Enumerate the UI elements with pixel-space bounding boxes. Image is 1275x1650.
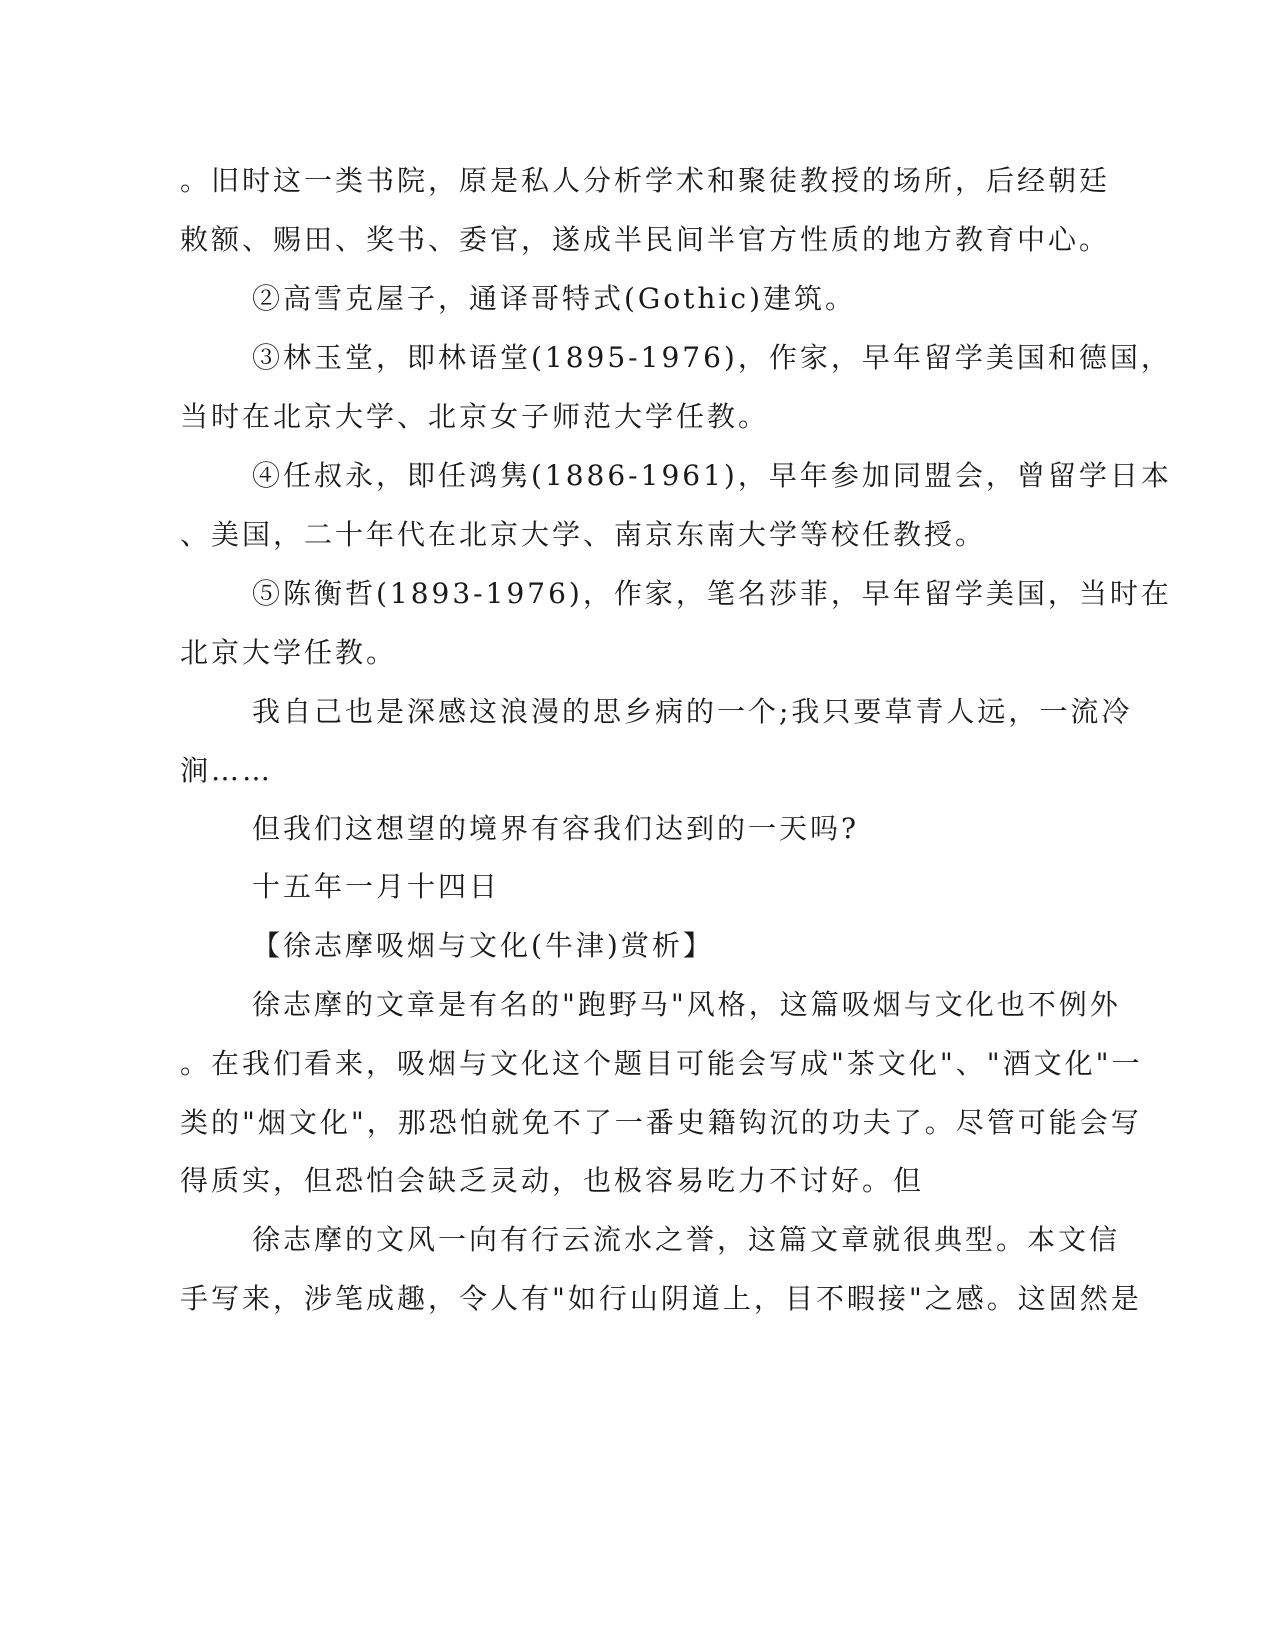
text-line: 北京大学任教。	[180, 636, 398, 669]
footnote-3: ③林玉堂，即林语堂(1895-1976)，作家，早年留学美国和德国，	[252, 341, 1172, 374]
text-line: 、美国，二十年代在北京大学、南京东南大学等校任教授。	[180, 518, 987, 551]
footnote-4: ④任叔永，即任鸿隽(1886-1961)，早年参加同盟会，曾留学日本	[252, 459, 1172, 492]
paragraph-start: 徐志摩的文风一向有行云流水之誉，这篇文章就很典型。本文信	[252, 1223, 1121, 1256]
text-line: 当时在北京大学、北京女子师范大学任教。	[180, 400, 770, 433]
date-line: 十五年一月十四日	[252, 870, 501, 903]
text-line: 涧……	[180, 754, 274, 787]
text-line: 类的"烟文化"，那恐怕就免不了一番史籍钩沉的功夫了。尽管可能会写	[180, 1106, 1142, 1139]
text-line: 手写来，涉笔成趣，令人有"如行山阴道上，目不暇接"之感。这固然是	[180, 1282, 1142, 1315]
text-line: 。旧时这一类书院，原是私人分析学术和聚徒教授的场所，后经朝廷	[180, 164, 1111, 197]
text-line: 得质实，但恐怕会缺乏灵动，也极容易吃力不讨好。但	[180, 1164, 925, 1197]
paragraph-start: 但我们这想望的境界有容我们达到的一天吗?	[252, 812, 860, 845]
paragraph-start: 徐志摩的文章是有名的"跑野马"风格，这篇吸烟与文化也不例外	[252, 988, 1121, 1021]
footnote-5: ⑤陈衡哲(1893-1976)，作家，笔名莎菲，早年留学美国，当时在	[252, 577, 1172, 610]
section-heading: 【徐志摩吸烟与文化(牛津)赏析】	[252, 929, 714, 962]
paragraph-start: 我自己也是深感这浪漫的思乡病的一个;我只要草青人远，一流冷	[252, 695, 1133, 728]
text-line: 敕额、赐田、奖书、委官，遂成半民间半官方性质的地方教育中心。	[180, 223, 1111, 256]
footnote-2: ②高雪克屋子，通译哥特式(Gothic)建筑。	[252, 282, 856, 315]
text-line: 。在我们看来，吸烟与文化这个题目可能会写成"茶文化"、"酒文化"一	[180, 1047, 1143, 1080]
